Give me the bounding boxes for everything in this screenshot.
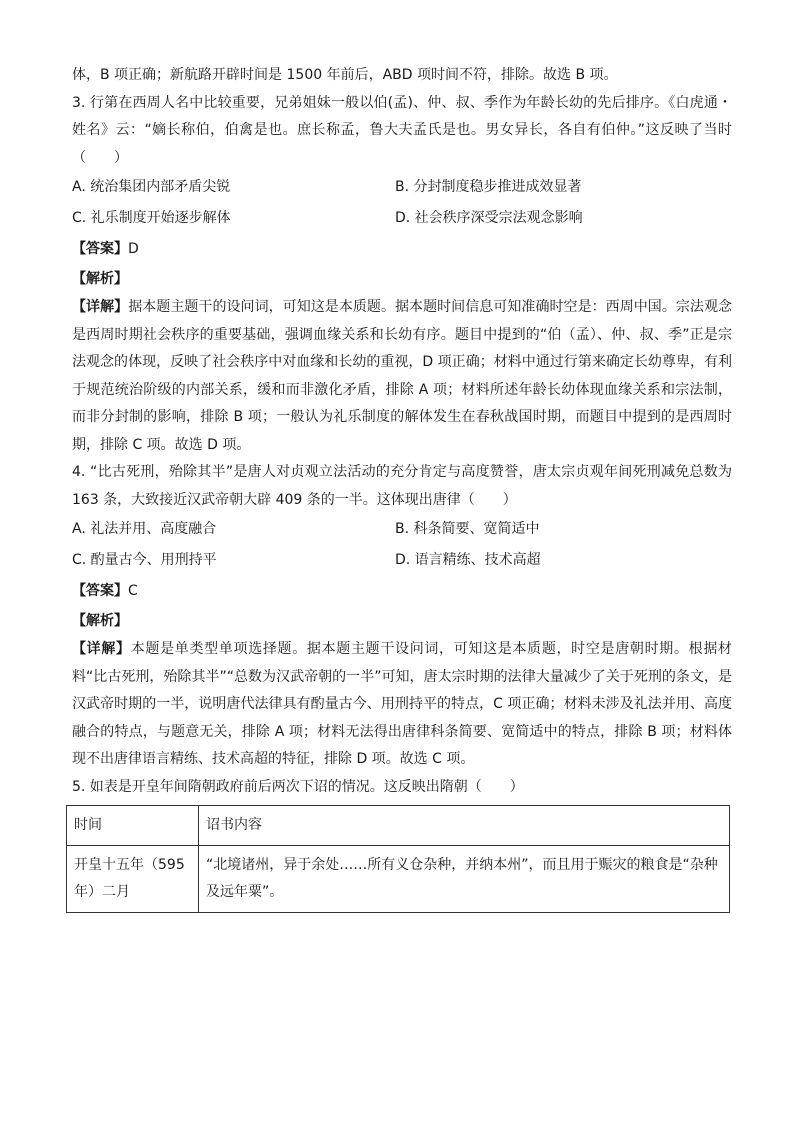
q4-option-a: A. 礼法并用、高度融合 [72,521,217,537]
intro-line: 体，B 项正确；新航路开辟时间是 1500 年前后，ABD 项时间不符，排除。故选 B 项。 [72,67,618,83]
q3-answer-value: D [128,241,139,257]
q4-detail [72,636,732,774]
q4-option-b: B. 科条简要、宽简适中 [395,521,540,537]
q3-option-c: C. 礼乐制度开始逐步解体 [72,210,231,226]
table-header-row [67,806,730,846]
question-3-stem: 3. 行第在西周人名中比较重要，兄弟姐妹一般以伯(孟)、仲、叔、季作为年龄长幼的先后排序。《白虎通・姓名》云：“嫡长称伯，伯禽是也。庶长称孟，鲁大夫孟氏是也。男女异长，各自有伯仲。”这反映了当时（ ） [72,94,732,166]
q3-detail [72,294,732,459]
document-page [72,62,732,913]
q4-detail-label: 【详解】 [72,641,131,657]
q4-answer-value: C [128,583,138,599]
table-header-cell: 诏书内容 [199,806,730,846]
q3-answer-label: 【答案】 [72,241,128,257]
q3-option-d: D. 社会秩序深受宗法观念影响 [395,210,583,226]
question-5-stem: 5. 如表是开皇年间隋朝政府前后两次下诏的情况。这反映出隋朝（ ） [72,778,524,795]
q3-detail-label: 【详解】 [72,299,129,315]
table-row [67,846,730,913]
q4-option-c: C. 酌量古今、用刑持平 [72,552,217,568]
q3-option-a: A. 统治集团内部矛盾尖锐 [72,179,231,195]
edict-table [66,805,730,913]
q3-answer [72,234,732,264]
q3-analysis [72,264,732,294]
table-header-cell: 时间 [67,806,199,846]
question-4-stem: 4. “比古死刑，殆除其半”是唐人对贞观立法活动的充分肯定与高度赞誉，唐太宗贞观年间死刑减免总数为 163 条，大致接近汉武帝朝大辟 409 条的一半。这体现出唐律（ ） [72,464,732,508]
q3-analysis-label: 【解析】 [72,271,128,287]
question-3-options [72,172,732,234]
question-4-options [72,514,732,576]
q4-analysis-label: 【解析】 [72,613,128,629]
q4-analysis [72,606,732,636]
q4-answer [72,576,732,606]
q4-option-d: D. 语言精练、技术高超 [395,552,541,568]
table-cell: 开皇十五年（595 年）二月 [67,846,199,913]
q3-detail-text: 据本题主题干的设问词，可知这是本质题。据本题时间信息可知准确时空是：西周中国。宗法观念是西周时期社会秩序的重要基础，强调血缘关系和长幼有序。题目中提到的“伯（孟）、仲、叔、季”正是宗法观念的体现，反映了社会秩序中对血缘和长幼的重视，D 项正确；材料中通过行第来确定长幼尊卑，有利于规范统治阶级的内部关系，缓和而非激化矛盾，排除 A 项；材料所述年龄长幼体现血缘关系和宗法制，而非分封制的影响，排除 B 项；一般认为礼乐制度的解体发生在春秋战国时期，而题目中提到的是西周时期，排除 C 项。故选 D 项。 [72,299,733,453]
q4-answer-label: 【答案】 [72,583,128,599]
q3-option-b: B. 分封制度稳步推进成效显著 [395,179,582,195]
table-cell: “北境诸州，异于余处……所有义仓杂种，并纳本州”，而且用于赈灾的粮食是“杂种及远年粟”。 [199,846,730,913]
q4-detail-text: 本题是单类型单项选择题。据本题主题干设问词，可知这是本质题，时空是唐朝时期。根据材料“比古死刑，殆除其半”“总数为汉武帝朝的一半”可知，唐太宗时期的法律大量减少了关于死刑的条文，是汉武帝时期的一半，说明唐代法律具有酌量古今、用刑持平的特点，C 项正确；材料未涉及礼法并用、高度融合的特点，与题意无关，排除 A 项；材料无法得出唐律科条简要、宽简适中的特点，排除 B 项；材料体现不出唐律语言精练、技术高超的特征，排除 D 项。故选 C 项。 [72,641,733,767]
